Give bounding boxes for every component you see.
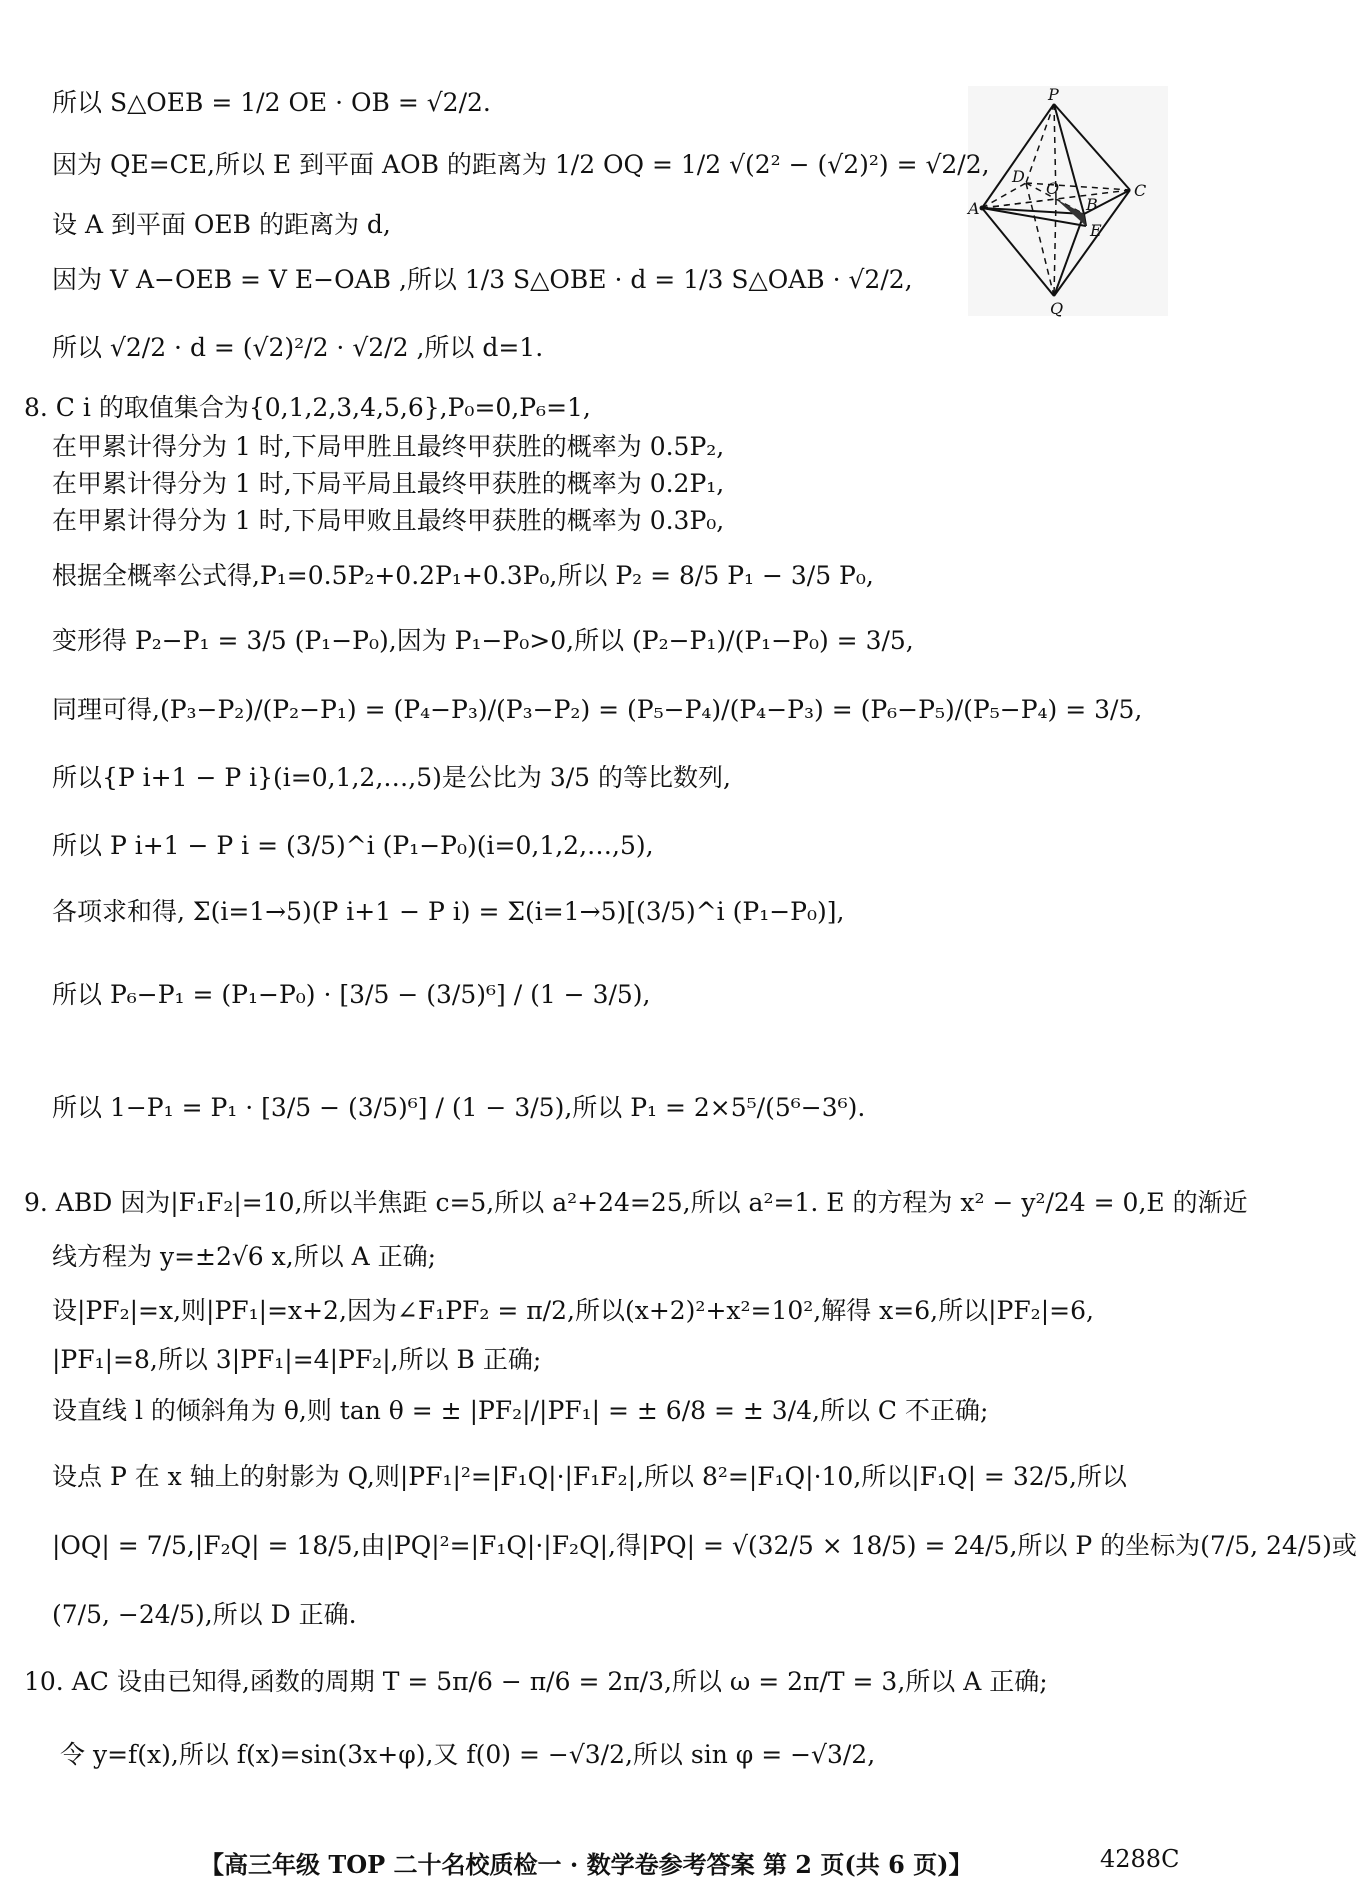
text-line: 在甲累计得分为 1 时,下局平局且最终甲获胜的概率为 0.2P₁, xyxy=(52,469,725,498)
label-d: D xyxy=(1012,167,1025,186)
text-line: 10. AC 设由已知得,函数的周期 T = 5π/6 − π/6 = 2π/3,所以 ω = 2π/T = 3,所以 A 正确; xyxy=(24,1667,1048,1696)
text-line: 设直线 l 的倾斜角为 θ,则 tan θ = ± |PF₂|/|PF₁| = ± 6/8 = ± 3/4,所以 C 不正确; xyxy=(52,1396,989,1425)
text-line: 同理可得,(P₃−P₂)/(P₂−P₁) = (P₄−P₃)/(P₃−P₂) = (P₅−P₄)/(P₄−P₃) = (P₆−P₅)/(P₅−P₄) = 3/5, xyxy=(52,695,1143,724)
text-line: 各项求和得, Σ(i=1→5)(P i+1 − P i) = Σ(i=1→5)[(3/5)^i (P₁−P₀)], xyxy=(52,897,845,926)
text-line: 在甲累计得分为 1 时,下局甲败且最终甲获胜的概率为 0.3P₀, xyxy=(52,506,725,535)
text-line: 所以 S△OEB = 1/2 OE · OB = √2/2. xyxy=(52,88,491,117)
text-line: 因为 QE=CE,所以 E 到平面 AOB 的距离为 1/2 OQ = 1/2 √(2² − (√2)²) = √2/2, xyxy=(52,150,990,179)
text-line: 线方程为 y=±2√6 x,所以 A 正确; xyxy=(52,1242,437,1271)
label-p: P xyxy=(1048,85,1059,104)
label-b: B xyxy=(1086,195,1098,214)
text-line: 9. ABD 因为|F₁F₂|=10,所以半焦距 c=5,所以 a²+24=25,所以 a²=1. E 的方程为 x² − y²/24 = 0,E 的渐近 xyxy=(24,1188,1248,1217)
label-e: E xyxy=(1090,221,1102,240)
octahedron-diagram xyxy=(968,86,1168,316)
text-line: 所以 P₆−P₁ = (P₁−P₀) · [3/5 − (3/5)⁶] / (1 − 3/5), xyxy=(52,980,651,1009)
text-line: 设 A 到平面 OEB 的距离为 d, xyxy=(52,210,391,239)
text-line: 在甲累计得分为 1 时,下局甲胜且最终甲获胜的概率为 0.5P₂, xyxy=(52,432,725,461)
text-line: 8. C i 的取值集合为{0,1,2,3,4,5,6},P₀=0,P₆=1, xyxy=(24,393,591,422)
text-line: 设点 P 在 x 轴上的射影为 Q,则|PF₁|²=|F₁Q|·|F₁F₂|,所以 8²=|F₁Q|·10,所以|F₁Q| = 32/5,所以 xyxy=(52,1462,1127,1491)
octahedron-figure xyxy=(968,86,1168,316)
text-line: 变形得 P₂−P₁ = 3/5 (P₁−P₀),因为 P₁−P₀>0,所以 (P₂−P₁)/(P₁−P₀) = 3/5, xyxy=(52,626,914,655)
text-line: 设|PF₂|=x,则|PF₁|=x+2,因为∠F₁PF₂ = π/2,所以(x+2)²+x²=10²,解得 x=6,所以|PF₂|=6, xyxy=(52,1296,1094,1325)
label-q: Q xyxy=(1050,299,1064,318)
text-line: 根据全概率公式得,P₁=0.5P₂+0.2P₁+0.3P₀,所以 P₂ = 8/5 P₁ − 3/5 P₀, xyxy=(52,561,874,590)
text-line: 所以 1−P₁ = P₁ · [3/5 − (3/5)⁶] / (1 − 3/5),所以 P₁ = 2×5⁵/(5⁶−3⁶). xyxy=(52,1093,866,1122)
text-line: 所以 P i+1 − P i = (3/5)^i (P₁−P₀)(i=0,1,2,…,5), xyxy=(52,831,654,860)
text-line: 因为 V A−OEB = V E−OAB ,所以 1/3 S△OBE · d = 1/3 S△OAB · √2/2, xyxy=(52,265,913,294)
text-line: 所以 √2/2 · d = (√2)²/2 · √2/2 ,所以 d=1. xyxy=(52,333,544,362)
text-line: 所以{P i+1 − P i}(i=0,1,2,…,5)是公比为 3/5 的等比数列, xyxy=(52,763,731,792)
text-line: |OQ| = 7/5,|F₂Q| = 18/5,由|PQ|²=|F₁Q|·|F₂Q|,得|PQ| = √(32/5 × 18/5) = 24/5,所以 P 的坐标为(7/5, 24/5)或 xyxy=(52,1531,1357,1560)
label-c: C xyxy=(1134,181,1147,200)
footer-code: 4288C xyxy=(1100,1845,1180,1873)
label-o: O xyxy=(1046,179,1060,198)
text-line: 令 y=f(x),所以 f(x)=sin(3x+φ),又 f(0) = −√3/2,所以 sin φ = −√3/2, xyxy=(60,1740,876,1769)
footer-title: 【高三年级 TOP 二十名校质检一 · 数学卷参考答案 第 2 页(共 6 页)】 xyxy=(200,1850,973,1879)
label-a: A xyxy=(968,199,980,218)
text-line: |PF₁|=8,所以 3|PF₁|=4|PF₂|,所以 B 正确; xyxy=(52,1345,542,1374)
text-line: (7/5, −24/5),所以 D 正确. xyxy=(52,1600,357,1629)
